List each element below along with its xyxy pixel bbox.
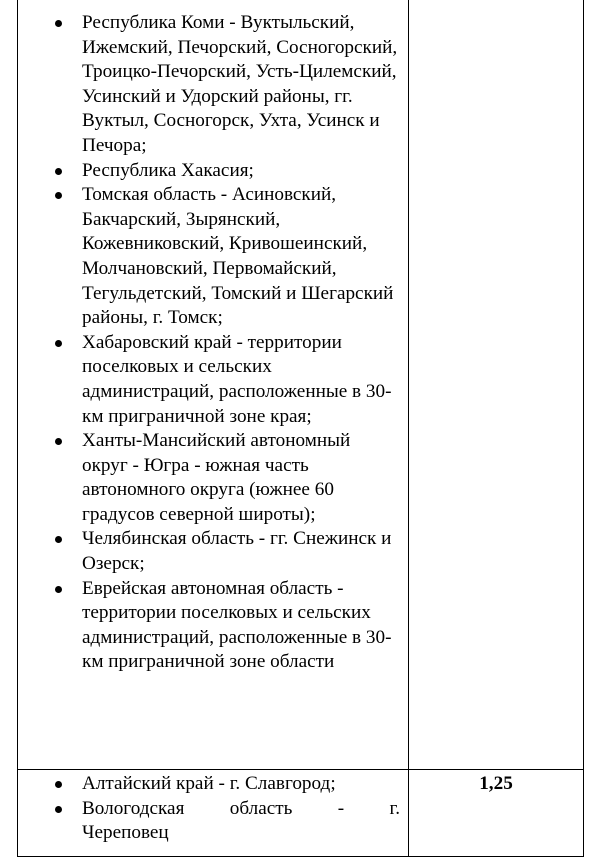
list-item bbox=[18, 527, 400, 576]
list-item bbox=[18, 772, 400, 797]
bullet-icon bbox=[55, 192, 62, 199]
region-list bbox=[18, 0, 408, 675]
list-item bbox=[18, 429, 400, 527]
region-text: Республика Хакасия; bbox=[82, 159, 254, 181]
region-text: Еврейская автономная область - территории поселковых и сельских администраций, расположенные в 30-км приграничной зоне области bbox=[82, 577, 392, 673]
region-text: Хабаровский край - территории поселковых и сельских администраций, расположенные в 30-км приграничной зоне края; bbox=[82, 331, 392, 427]
bullet-icon bbox=[55, 438, 62, 445]
region-text: Вологодская область - г. bbox=[82, 797, 400, 819]
bullet-icon bbox=[55, 168, 62, 175]
bullet-icon bbox=[55, 586, 62, 593]
list-item bbox=[18, 577, 400, 675]
list-item bbox=[18, 159, 400, 184]
regions-table bbox=[17, 0, 584, 857]
list-item bbox=[18, 331, 400, 429]
bullet-icon bbox=[55, 536, 62, 543]
list-item bbox=[18, 183, 400, 331]
bullet-icon bbox=[55, 340, 62, 347]
coefficient-value: 1,25 bbox=[479, 773, 513, 794]
coefficient-value bbox=[409, 0, 583, 1]
bullet-icon bbox=[55, 781, 62, 788]
region-text-continuation: Череповец bbox=[82, 822, 169, 844]
region-text: Ханты-Мансийский автономный округ - Югра - южная часть автономного округа (южнее 60 градусов северной широты); bbox=[82, 430, 351, 525]
table-row bbox=[18, 770, 584, 857]
bullet-icon bbox=[55, 20, 62, 27]
regions-cell bbox=[18, 770, 409, 857]
bullet-icon bbox=[55, 806, 62, 813]
list-item bbox=[18, 797, 400, 846]
region-text: Республика Коми - Вуктыльский, Ижемский, Печорский, Сосногорский, Троицко-Печорский, Усть-Цилемский, Усинский и Удорский районы, гг. Вуктыл, Сосногорск, Ухта, Усинск и Печора; bbox=[82, 12, 398, 156]
regions-cell bbox=[18, 0, 409, 770]
table-row bbox=[18, 0, 584, 770]
coefficient-cell bbox=[409, 0, 584, 770]
region-text: Алтайский край - г. Славгород; bbox=[82, 773, 336, 794]
list-item bbox=[18, 11, 400, 159]
region-text: Челябинская область - гг. Снежинск и Озерск; bbox=[82, 528, 392, 575]
coefficient-cell bbox=[409, 770, 584, 857]
region-list bbox=[18, 770, 408, 846]
region-text: Томская область - Асиновский, Бакчарский, Зырянский, Кожевниковский, Кривошеинский, Молчановский, Первомайский, Тегульдетский, Томский и Шегарский районы, г. Томск; bbox=[82, 184, 394, 329]
